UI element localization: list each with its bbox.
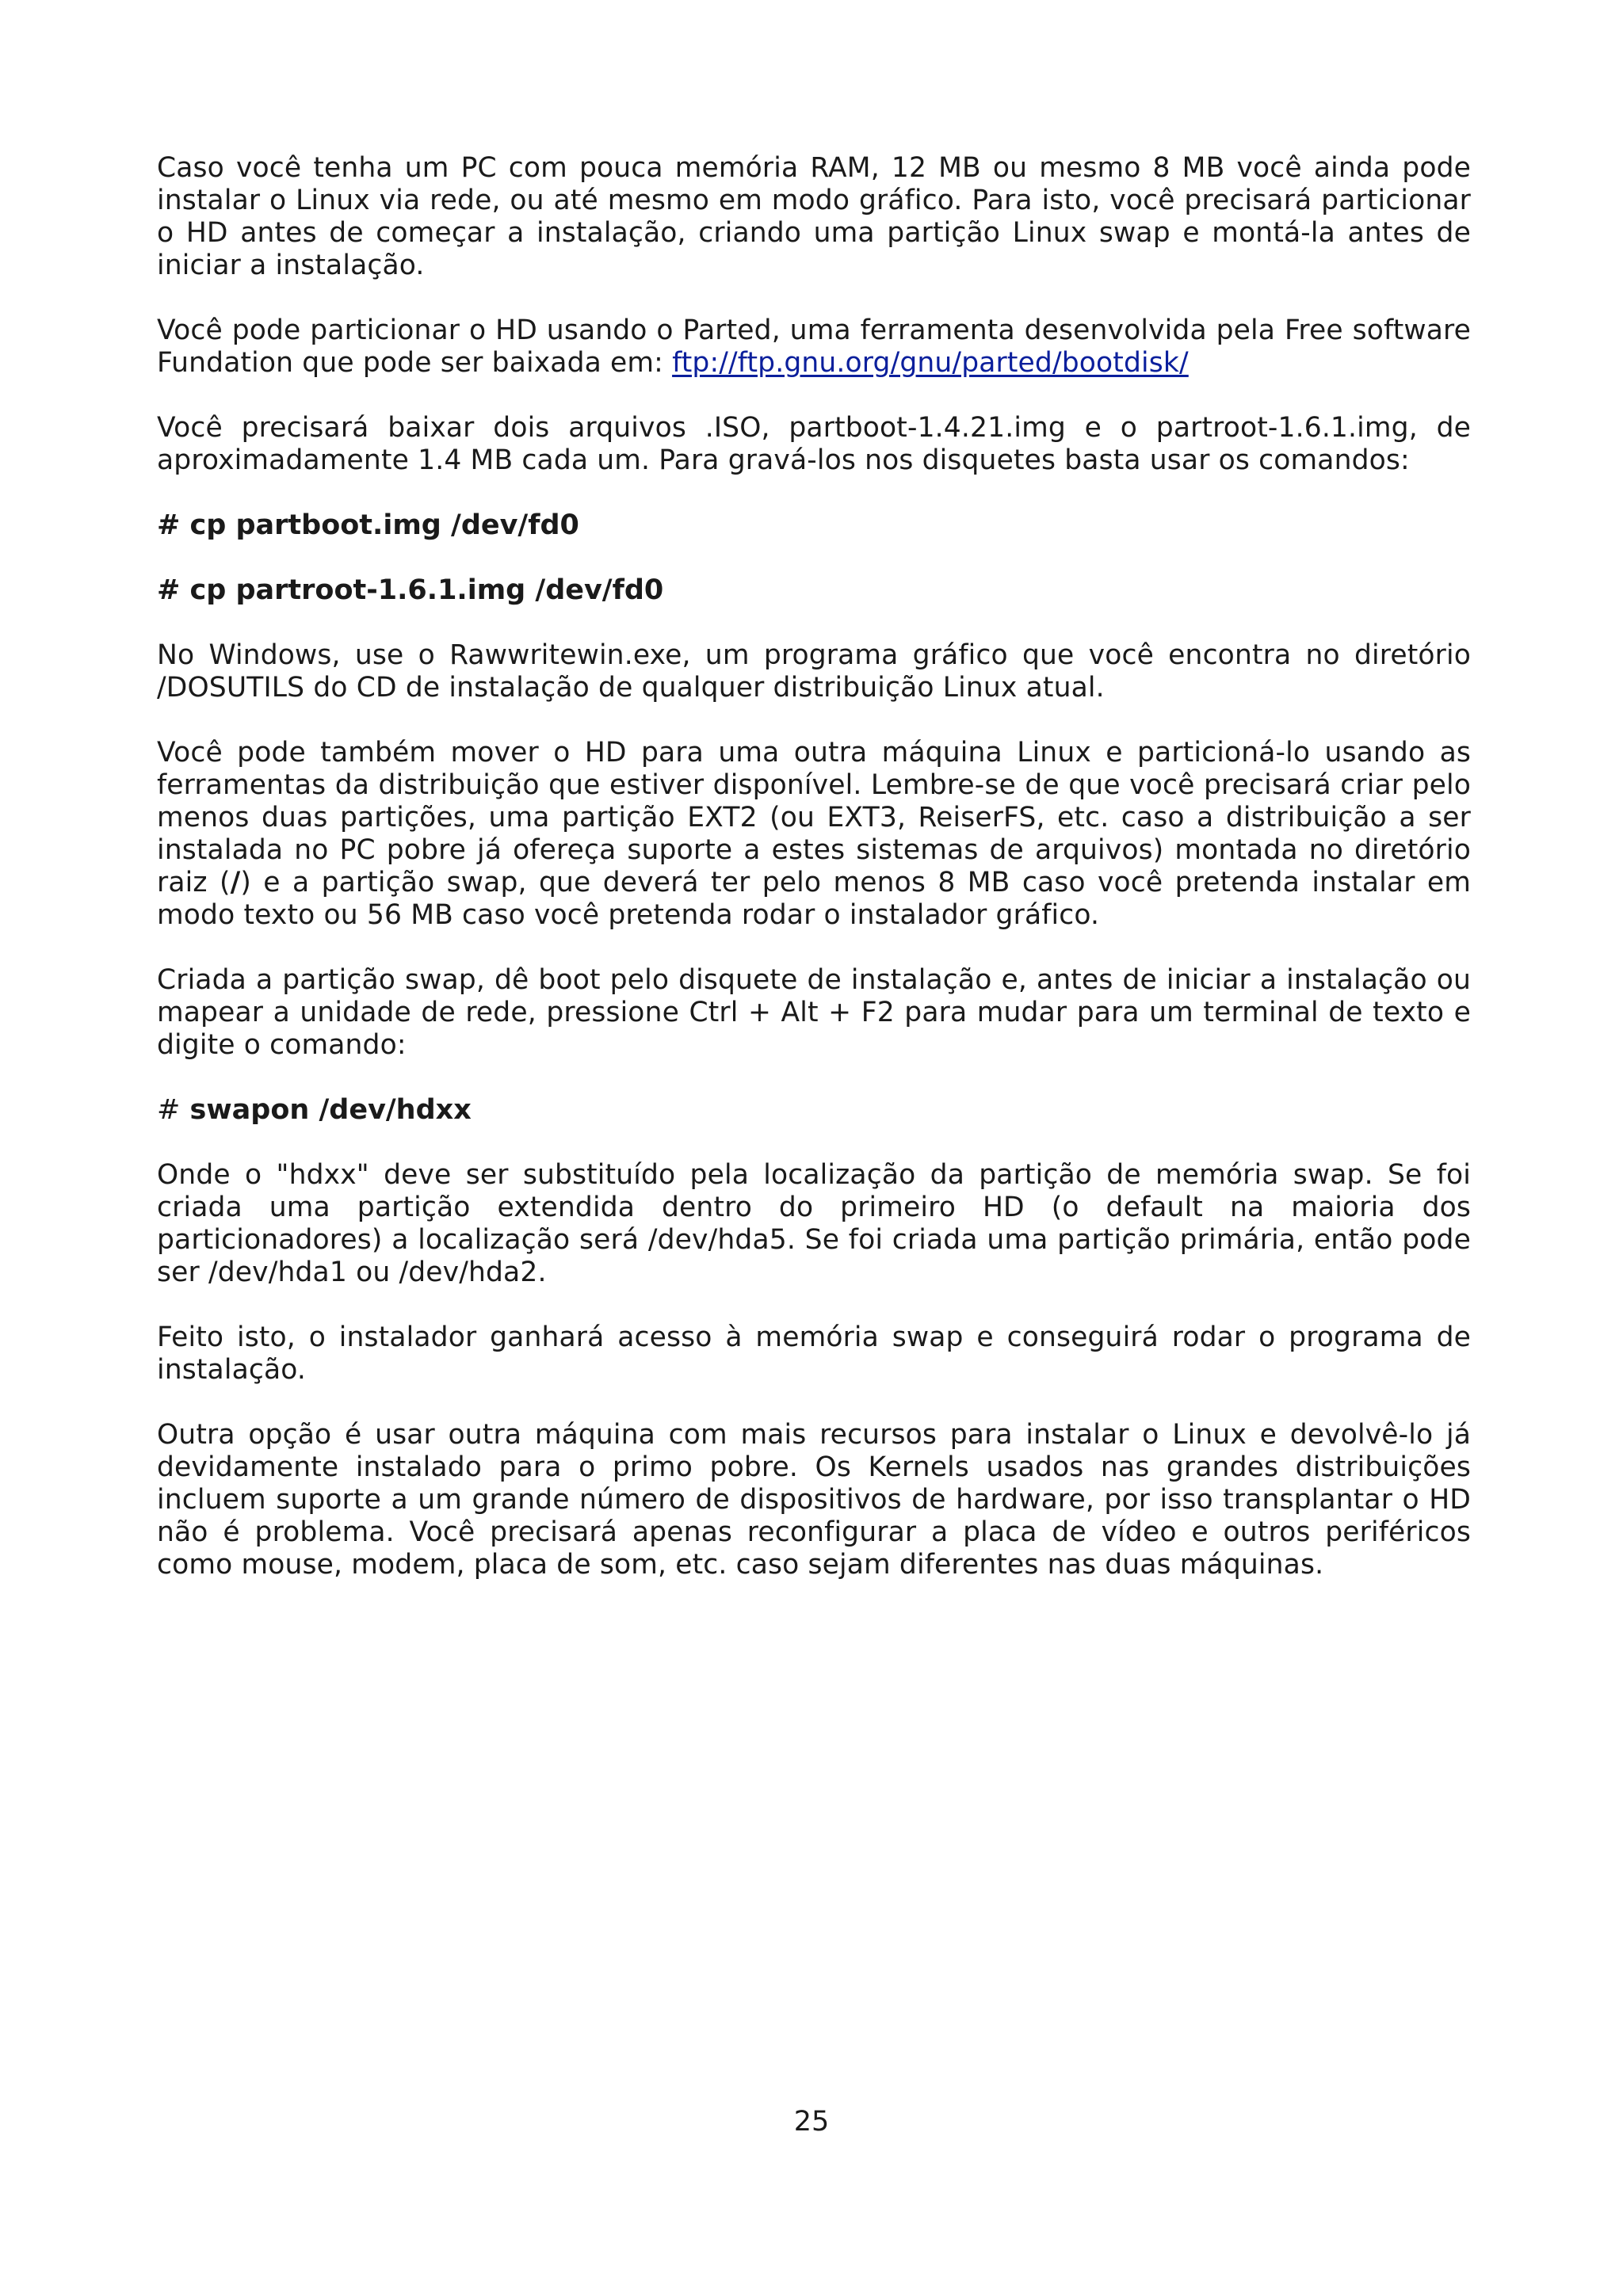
paragraph-windows-rawwrite: No Windows, use o Rawwritewin.exe, um programa gráfico que você encontra no diretório /DOSUTILS do CD de instalação de qualquer distribuição Linux atual. — [157, 639, 1471, 704]
paragraph-swap-access: Feito isto, o instalador ganhará acesso à memória swap e conseguirá rodar o programa de instalação. — [157, 1322, 1471, 1386]
parted-ftp-link[interactable]: ftp://ftp.gnu.org/gnu/parted/bootdisk/ — [672, 347, 1189, 379]
paragraph-move-hd — [157, 737, 1471, 932]
paragraph-download-iso: Você precisará baixar dois arquivos .ISO, partboot-1.4.21.img e o partroot-1.6.1.img, de aproximadamente 1.4 MB cada um. Para gravá-los nos disquetes basta usar os comandos: — [157, 412, 1471, 476]
root-slash-bold: / — [230, 867, 241, 898]
command-cp-partboot: # cp partboot.img /dev/fd0 — [157, 509, 579, 541]
command-cp-partroot: # cp partroot-1.6.1.img /dev/fd0 — [157, 574, 664, 606]
document-body — [157, 152, 1471, 1614]
paragraph-low-memory-intro: Caso você tenha um PC com pouca memória RAM, 12 MB ou mesmo 8 MB você ainda pode instalar o Linux via rede, ou até mesmo em modo gráfico. Para isto, você precisará particionar o HD antes de começar a instalação, criando uma partição Linux swap e montá-la antes de iniciar a instalação. — [157, 152, 1471, 281]
paragraph-parted-tool — [157, 315, 1471, 379]
paragraph-swap-boot: Criada a partição swap, dê boot pelo disquete de instalação e, antes de iniciar a instalação ou mapear a unidade de rede, pressione Ctrl + Alt + F2 para mudar para um terminal de texto e digite o comando: — [157, 964, 1471, 1061]
page-number: 25 — [793, 2106, 830, 2138]
command-swapon — [157, 1094, 1471, 1127]
paragraph-hdxx-explanation: Onde o "hdxx" deve ser substituído pela localização da partição de memória swap. Se foi criada uma partição extendida dentro do primeiro HD (o default na maioria dos particionadores) a localização será /dev/hda5. Se foi criada uma partição primária, então pode ser /dev/hda1 ou /dev/hda2. — [157, 1159, 1471, 1288]
command-swapon-text: swapon /dev/hdxx — [189, 1094, 472, 1126]
paragraph-parted-text: Você pode particionar o HD usando o Parted, uma ferramenta desenvolvida pela Free software Fundation que pode ser baixada em: — [157, 315, 1471, 379]
paragraph-move-hd-after: ) e a partição swap, que deverá ter pelo menos 8 MB caso você pretenda instalar em modo texto ou 56 MB caso você pretenda rodar o instalador gráfico. — [157, 867, 1471, 931]
paragraph-other-machine: Outra opção é usar outra máquina com mais recursos para instalar o Linux e devolvê-lo já devidamente instalado para o primo pobre. Os Kernels usados nas grandes distribuições incluem suporte a um grande número de dispositivos de hardware, por isso transplantar o HD não é problema. Você precisará apenas reconfigurar a placa de vídeo e outros periféricos como mouse, modem, placa de som, etc. caso sejam diferentes nas duas máquinas. — [157, 1419, 1471, 1581]
paragraph-move-hd-before: Você pode também mover o HD para uma outra máquina Linux e particioná-lo usando as ferramentas da distribuição que estiver disponível. Lembre-se de que você precisará criar pelo menos duas partições, uma partição EXT2 (ou EXT3, ReiserFS, etc. caso a distribuição a ser instalada no PC pobre já ofereça suporte a estes sistemas de arquivos) montada no diretório raiz ( — [157, 737, 1471, 898]
command-swapon-hash: # — [157, 1094, 181, 1126]
